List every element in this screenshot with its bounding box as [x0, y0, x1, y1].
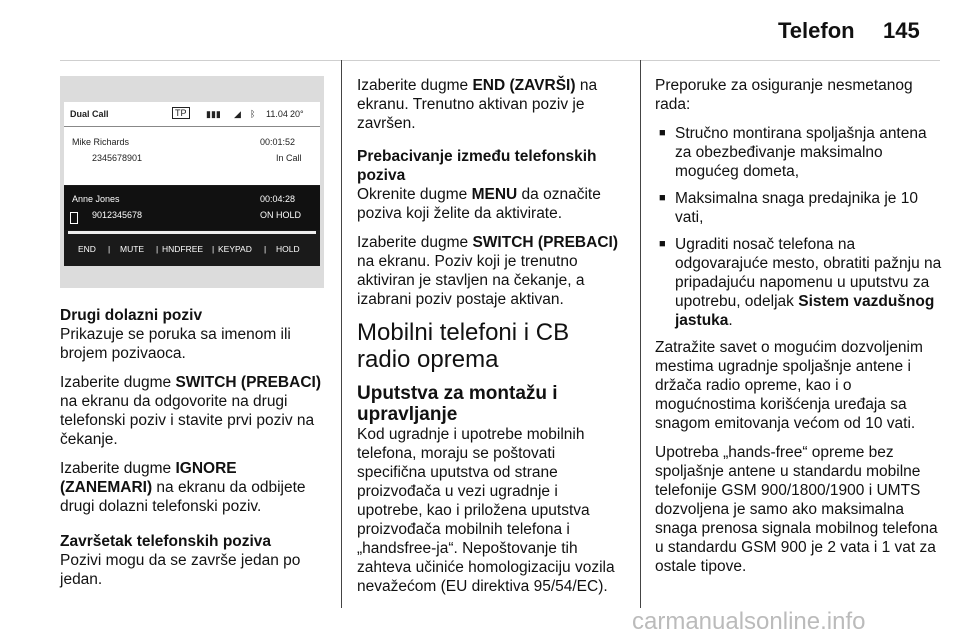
call-status: In Call	[276, 153, 302, 163]
paragraph: Izaberite dugme END (ZAVRŠI) na ekranu. Trenutno aktivan poziv je završen.	[357, 77, 598, 132]
button-ref: END (ZAVRŠI)	[472, 77, 576, 94]
softkey-mute[interactable]: MUTE	[120, 244, 145, 254]
held-call	[64, 186, 320, 230]
page-number: 145	[883, 18, 920, 43]
held-call-status: ON HOLD	[260, 210, 302, 220]
tp-indicator: TP	[172, 107, 190, 119]
paragraph: Izaberite dugme IGNORE (ZANEMARI) na ekranu da odbijete drugi dolazni telefonski poziv.	[60, 460, 306, 515]
section-ref: Sistem vazdušnog jastuka	[675, 293, 935, 329]
display-screen	[64, 102, 320, 266]
button-ref: IGNORE (ZANEMARI)	[60, 460, 237, 496]
battery-icon: ▮▮▮	[206, 109, 221, 119]
status-bar	[64, 102, 320, 126]
page-header-title: Telefon	[778, 18, 855, 43]
heading-switch-calls: Prebacivanje između telefonskih poziva	[357, 148, 597, 184]
held-caller-name: Anne Jones	[72, 194, 120, 204]
caller-number: 2345678901	[92, 153, 143, 163]
call-duration: 00:01:52	[260, 137, 296, 147]
paragraph: Prikazuje se poruka sa imenom ili brojem pozivaoca.	[60, 326, 291, 362]
held-call-duration: 00:04:28	[260, 194, 296, 204]
list-item: ■ Ugraditi nosač telefona na odgovarajuće mesto, obratiti pažnju na pripadajuću napomenu u uputstvu za upotrebu, odeljak Sistem vazdušnog jastuka.	[655, 235, 945, 330]
column-divider-1	[341, 60, 342, 608]
column-2	[357, 76, 627, 606]
active-call	[64, 126, 320, 185]
section-title: Mobilni telefoni i CB radio oprema	[357, 319, 570, 373]
bluetooth-icon: ᛒ	[250, 109, 256, 119]
paragraph: Okrenite dugme MENU da označite poziva koji želite da aktivirate.	[357, 186, 601, 222]
temperature: 20°	[290, 109, 304, 119]
clock: 11.04	[266, 109, 288, 119]
caller-name: Mike Richards	[72, 137, 130, 147]
paragraph: Izaberite dugme SWITCH (PREBACI) na ekranu da odgovorite na drugi telefonski poziv i stavite prvi poziv na čekanje.	[60, 374, 321, 448]
heading-second-call: Drugi dolazni poziv	[60, 307, 203, 324]
column-3	[655, 76, 945, 586]
softkey-end[interactable]: END	[78, 244, 96, 254]
paragraph: Zatražite savet o mogućim dozvoljenim mestima ugradnje spoljašnje antene i držača radio opreme, kao i o mogućnostima korišćenja uređaja sa snagom emitovanja većom od 10 vati.	[655, 339, 923, 432]
dual-call-screen-image	[60, 76, 324, 288]
softkey-handsfree[interactable]: HNDFREE	[162, 244, 204, 254]
screen-title: Dual Call	[70, 109, 109, 119]
list-item: ■ Maksimalna snaga predajnika je 10 vati,	[655, 189, 945, 227]
button-ref: SWITCH (PREBACI)	[175, 374, 321, 391]
watermark: carmanualsonline.info	[632, 608, 866, 635]
column-1	[60, 306, 328, 599]
button-ref: SWITCH (PREBACI)	[472, 234, 618, 251]
paragraph: Pozivi mogu da se završe jedan po jedan.	[60, 552, 301, 588]
held-caller-number: 9012345678	[92, 210, 143, 220]
paragraph: Kod ugradnje i upotrebe mobilnih telefona, moraju se poštovati specifična uputstva od strane proizvođača u vezi ugradnje i upotrebe, kao i priložena uputstva proizvođača mobilnih telefona i „handsfree-ja“. Nepoštovanje tih zahteva učiniće homologizaciju vozila nevažećom (EU direktiva 95/54/EC).	[357, 426, 615, 595]
list-item: ■ Stručno montirana spoljašnja antena za obezbeđivanje maksimalno mogućeg dometa,	[655, 124, 945, 181]
softkey-hold[interactable]: HOLD	[276, 244, 300, 254]
paragraph: Preporuke za osiguranje nesmetanog rada:	[655, 77, 913, 113]
paragraph: Upotreba „hands-free“ opreme bez spoljašnje antene u standardu mobilne telefonije GSM 900/1800/1900 i UMTS dozvoljena je samo ako maksimalna snaga prenosa signala mobilnog telefona u standardu GSM 900 je 2 vata i 1 vat za ostale tipove.	[655, 444, 938, 575]
header-rule	[60, 60, 940, 61]
signal-icon: ◢	[234, 109, 241, 119]
recommendation-list	[655, 124, 945, 330]
column-divider-2	[640, 60, 641, 608]
heading-end-calls: Završetak telefonskih poziva	[60, 533, 272, 550]
button-ref: MENU	[471, 186, 518, 203]
softkey-bar: END | MUTE | HNDFREE | KEYPAD | HOLD	[78, 244, 300, 254]
softkey-keypad[interactable]: KEYPAD	[218, 244, 252, 254]
paragraph: Izaberite dugme SWITCH (PREBACI) na ekranu. Poziv koji je trenutno aktiviran je stavljen na čekanje, a izabrani poziv postaje aktivan.	[357, 234, 618, 308]
subsection-title: Uputstva za montažu i upravljanje	[357, 383, 558, 425]
phone-icon	[70, 212, 78, 224]
progress-bar	[68, 231, 316, 234]
